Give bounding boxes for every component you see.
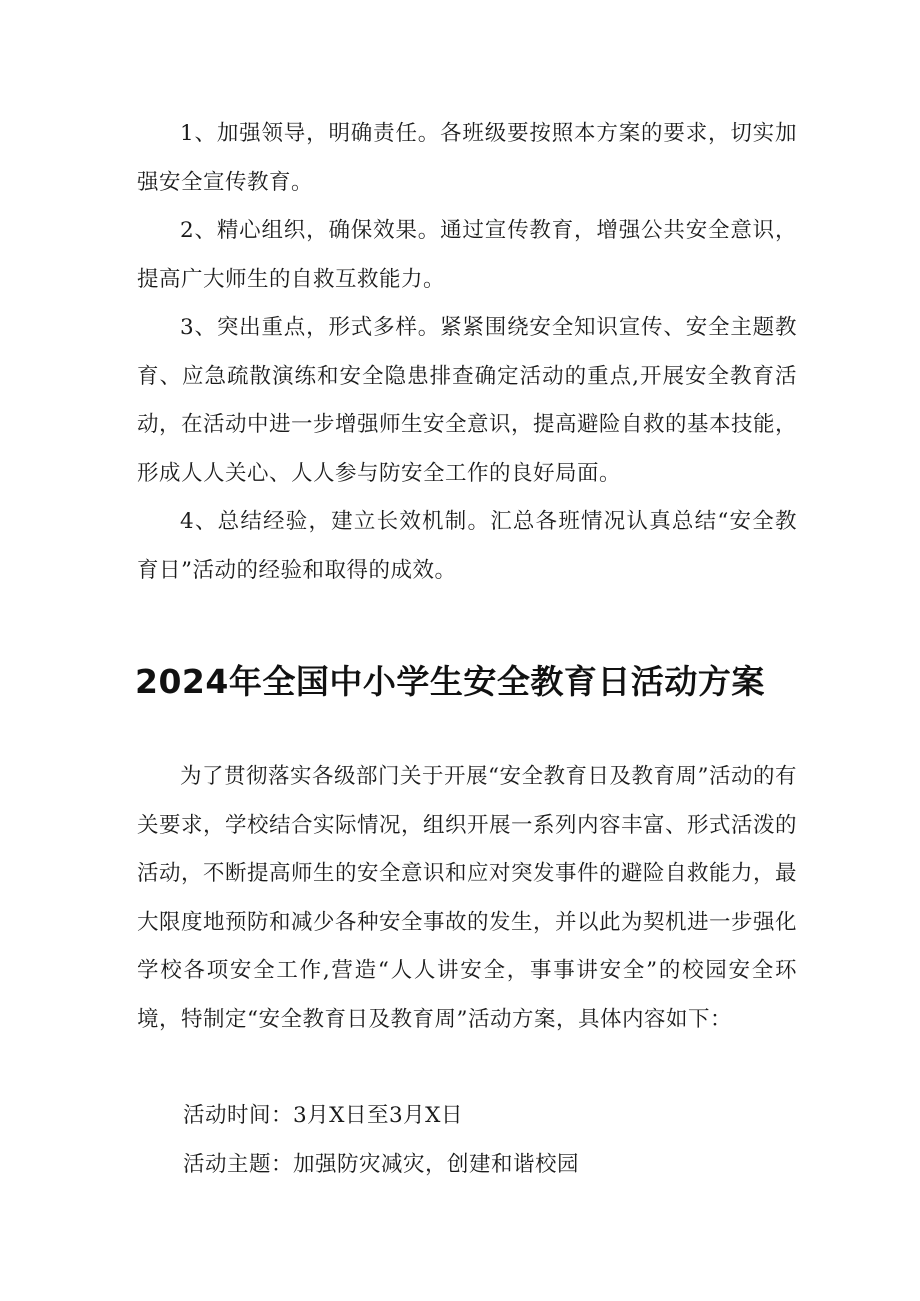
measure-1-paragraph: 1、加强领导，明确责任。各班级要按照本方案的要求，切实加强安全宣传教育。 <box>137 121 797 195</box>
intro-paragraph: 为了贯彻落实各级部门关于开展“安全教育日及教育周”活动的有关要求，学校结合实际情况，组织开展一系列内容丰富、形式活泼的活动，不断提高师生的安全意识和应对突发事件的避险自救能力，最大限度地预防和减少各种安全事故的发生，并以此为契机进一步强化学校各项安全工作,营造“人人讲安全，事事讲安全”的校园安全环境，特制定“安全教育日及教育周”活动方案，具体内容如下： <box>137 764 798 1032</box>
measure-3-paragraph: 3、突出重点，形式多样。紧紧围绕安全知识宣传、安全主题教育、应急疏散演练和安全隐患排查确定活动的重点,开展安全教育活动，在活动中进一步增强师生安全意识，提高避险自救的基本技能，形成人人关心、人人参与防安全工作的良好局面。 <box>137 315 798 486</box>
measure-2-paragraph: 2、精心组织，确保效果。通过宣传教育，增强公共安全意识，提高广大师生的自救互救能力。 <box>137 218 797 292</box>
activity-time-line: 活动时间：3月X日至3月X日 <box>183 1103 463 1128</box>
measure-4-paragraph: 4、总结经验，建立长效机制。汇总各班情况认真总结“安全教育日”活动的经验和取得的成效。 <box>137 509 797 583</box>
page-title: 2024年全国中小学生安全教育日活动方案 <box>135 662 765 701</box>
activity-theme-line: 活动主题：加强防灾减灾，创建和谐校园 <box>183 1152 580 1177</box>
